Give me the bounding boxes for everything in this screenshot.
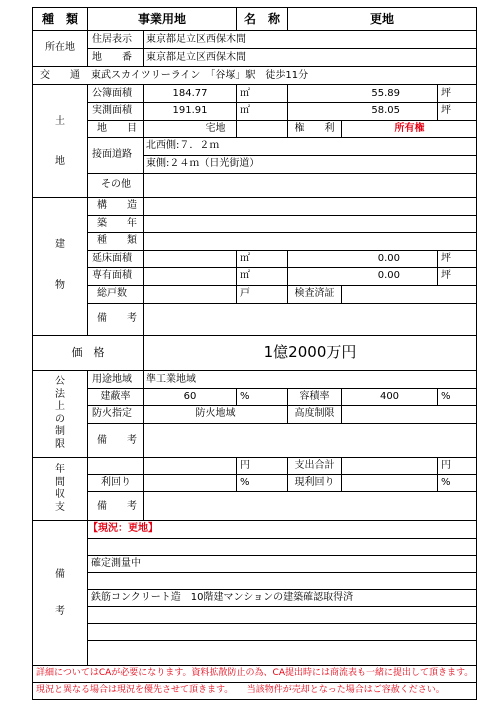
measured-area-m2: 191.91	[172, 105, 208, 116]
hline	[32, 370, 477, 371]
vline	[341, 285, 342, 304]
road-east: 東側:２４ｍ（日光街道）	[146, 158, 260, 169]
hline	[87, 48, 477, 49]
inspection-label: 検査済証	[294, 288, 335, 299]
vline	[143, 84, 144, 335]
floor-area-label: 延床面積	[92, 253, 132, 264]
hline	[32, 335, 477, 336]
notes-status: 【現況：更地】	[88, 523, 158, 534]
measured-area-label: 実測面積	[92, 105, 132, 116]
hline	[87, 589, 477, 590]
yield-label: 利回り	[101, 477, 131, 488]
road-label: 接面道路	[92, 149, 132, 160]
hline	[143, 155, 477, 156]
vline	[87, 370, 88, 458]
height-label: 高度制限	[294, 408, 335, 419]
measured-area-tsubo: 58.05	[371, 105, 400, 116]
exclusive-area-tsubo: 0.00	[377, 270, 400, 281]
current-yield-pct: %	[441, 477, 451, 488]
hline	[87, 640, 477, 641]
hline	[32, 457, 477, 458]
vline	[87, 520, 88, 665]
notes-line-permit: 鉄筋コンクリート造 10階建マンションの建築確認取得済	[91, 592, 354, 603]
annual-char: 間	[55, 476, 65, 488]
location-label: 所在地	[45, 42, 75, 53]
outer-border-right	[476, 7, 477, 700]
hline	[87, 215, 477, 216]
current-yield-label: 現利回り	[294, 477, 335, 488]
annual-income-label	[33, 464, 87, 514]
annual-char: 支	[55, 501, 65, 513]
units-unit: 戸	[240, 288, 250, 299]
hline	[87, 232, 477, 233]
public-area-tsubo: 55.89	[371, 88, 400, 99]
hline	[32, 682, 477, 683]
age-label: 築 年	[97, 218, 137, 229]
notes-label-bottom: 考	[55, 606, 65, 617]
vline	[437, 84, 438, 121]
tsubo-unit: 坪	[441, 88, 451, 99]
bcr-value: 60	[183, 391, 197, 402]
hline	[87, 267, 477, 268]
yield-pct: %	[240, 477, 250, 488]
bcr-label: 建蔽率	[100, 391, 131, 402]
building-label-top: 建	[55, 239, 65, 250]
m2-unit: ㎡	[240, 270, 250, 281]
annual-remarks-label: 備 考	[97, 501, 137, 512]
hline	[87, 623, 477, 624]
annual-char: 年	[55, 464, 65, 475]
vline	[236, 388, 237, 406]
legal-char: の	[55, 413, 65, 425]
hline	[87, 303, 477, 304]
legal-char: 公	[55, 376, 65, 387]
notes-label-top: 備	[55, 569, 65, 580]
legal-remarks-label: 備 考	[97, 435, 137, 446]
tsubo-unit: 坪	[441, 270, 451, 281]
far-label: 容積率	[299, 391, 330, 402]
hline	[32, 66, 477, 67]
vline	[87, 84, 88, 335]
building-remarks-label: 備 考	[97, 313, 137, 324]
hline	[87, 491, 477, 492]
vline	[437, 250, 438, 286]
m2-unit: ㎡	[240, 253, 250, 264]
hline	[87, 606, 477, 607]
type-value: 事業用地	[137, 12, 186, 26]
address-label: 住居表示	[92, 34, 132, 45]
yen-unit: 円	[441, 460, 451, 471]
road-northwest: 北西側:７．２ｍ	[146, 140, 220, 151]
hline	[87, 572, 477, 573]
hline	[87, 405, 477, 406]
land-other-label: その他	[101, 179, 131, 190]
transport-label: 交 通	[40, 70, 80, 81]
name-label: 名 称	[243, 12, 280, 26]
hline	[32, 520, 477, 521]
hline	[87, 388, 477, 389]
public-area-label: 公簿面積	[92, 88, 132, 99]
land-label-top: 土	[55, 116, 65, 127]
annual-char: 収	[55, 489, 65, 500]
m2-unit: ㎡	[240, 88, 250, 99]
building-type-label: 種 類	[97, 235, 137, 246]
tsubo-unit: 坪	[441, 253, 451, 264]
far-pct: %	[441, 391, 451, 402]
legal-char: 上	[55, 401, 65, 412]
vline	[341, 457, 342, 492]
lot-value: 東京都足立区西保木間	[146, 52, 246, 63]
zoning-value: 準工業地域	[146, 374, 196, 385]
land-label-bottom: 地	[55, 156, 65, 167]
type-label: 種 類	[41, 12, 78, 26]
right-value: 所有権	[394, 123, 425, 134]
legal-restrictions-label	[33, 376, 87, 451]
exclusive-area-label: 専有面積	[92, 270, 132, 281]
outer-border-bottom	[32, 699, 477, 700]
hline	[87, 285, 477, 286]
price-label: 価 格	[71, 346, 105, 359]
far-value: 400	[379, 391, 400, 402]
hline	[87, 423, 477, 424]
vline	[437, 457, 438, 492]
zoning-label: 用途地域	[92, 374, 132, 385]
legal-char: 法	[55, 388, 65, 400]
structure-label: 構 造	[97, 200, 137, 211]
building-label-bottom: 物	[55, 280, 65, 291]
price-value: 1億2000万円	[263, 343, 357, 361]
address-value: 東京都足立区西保木間	[146, 34, 246, 45]
yen-unit: 円	[240, 460, 250, 471]
outer-border	[32, 7, 477, 8]
hline	[87, 120, 477, 121]
hline	[32, 197, 477, 198]
tsubo-unit: 坪	[441, 105, 451, 116]
hline	[87, 538, 477, 539]
vline	[236, 457, 237, 492]
fire-value: 防火地域	[195, 408, 236, 419]
lot-label: 地 番	[92, 52, 132, 63]
bcr-pct: %	[240, 391, 250, 402]
vline	[87, 457, 88, 521]
notes-line-survey: 確定測量中	[91, 558, 141, 569]
total-units-label: 総戸数	[97, 288, 127, 299]
hline	[32, 665, 477, 666]
vline	[437, 388, 438, 406]
public-area-m2: 184.77	[172, 88, 208, 99]
name-value: 更地	[369, 12, 394, 26]
floor-area-tsubo: 0.00	[377, 253, 400, 264]
expense-label: 支出合計	[294, 460, 335, 471]
right-label: 権 利	[294, 123, 335, 134]
hline	[87, 173, 477, 174]
m2-unit: ㎡	[240, 105, 250, 116]
hline	[32, 84, 477, 85]
fire-label: 防火指定	[92, 408, 132, 419]
hline	[87, 250, 477, 251]
vline	[143, 457, 144, 521]
vline	[236, 250, 237, 304]
hline	[87, 137, 477, 138]
legal-char: 制	[55, 426, 65, 437]
hline	[87, 474, 477, 475]
hline	[87, 555, 477, 556]
hline	[32, 30, 477, 31]
land-category-label: 地 目	[97, 123, 137, 134]
legal-char: 限	[55, 438, 65, 450]
footer-notice-2: 現況と異なる場合は現況を優先させて頂きます。 当該物件が売却となった場合はご容赦ください。	[36, 685, 445, 695]
land-category-value: 宅地	[205, 123, 226, 134]
footer-notice-1: 詳細についてはCAが必要になります。資料拡散防止の為、CA提出時には商流表も一緒に提出して頂きます。	[36, 668, 474, 678]
hline	[87, 102, 477, 103]
transport-value: 東武スカイツリーライン 「谷塚」駅 徒歩11分	[91, 70, 309, 81]
